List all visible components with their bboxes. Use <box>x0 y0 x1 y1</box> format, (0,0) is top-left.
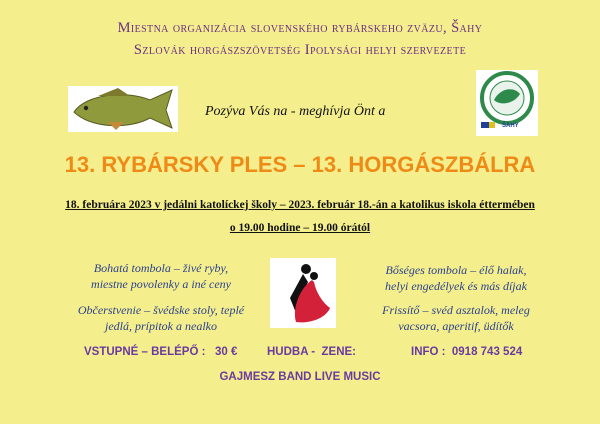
dancers-image <box>270 258 336 328</box>
left-info-line: Bohatá tombola – živé ryby, <box>93 261 229 275</box>
left-info-refreshments <box>41 302 281 334</box>
left-info-line: jedlá, prípitok a nealko <box>105 319 217 333</box>
right-info-line: vacsora, aperitif, üdítők <box>398 319 514 333</box>
event-title: 13. RYBÁRSKY PLES – 13. HORGÁSZBÁLRA <box>64 152 536 177</box>
entry-fee: VSTUPNÉ – BELÉPŐ : 30 € <box>84 346 238 358</box>
date-line: 18. februára 2023 v jedálni katolíckej školy – 2023. február 18.-án a katolikus iskola éttermében <box>65 199 535 211</box>
music-label: HUDBA - ZENE: <box>267 346 357 358</box>
header-line-1: Miestna organizácia slovenského rybárskeho zväzu, Šahy <box>117 20 483 36</box>
fish-image <box>68 86 178 132</box>
right-info-line: Bőséges tombola – élő halak, <box>385 263 527 277</box>
club-logo-place: ŠAHY <box>502 123 519 129</box>
left-info-line: Občerstvenie – švédske stoly, teplé <box>77 303 245 317</box>
band-name: GAJMESZ BAND LIVE MUSIC <box>219 371 381 383</box>
left-info-line: miestne povolenky a iné ceny <box>91 277 231 291</box>
right-info-refreshments <box>336 302 576 334</box>
club-logo <box>476 70 538 136</box>
right-info-line: Frissítő – svéd asztalok, meleg <box>382 303 530 317</box>
left-info-tombola <box>41 260 281 292</box>
right-info-line: helyi engedélyek és más díjak <box>385 279 527 293</box>
info-phone: INFO : 0918 743 524 <box>411 346 523 358</box>
invitation-text: Pozýva Vás na - meghívja Önt a <box>205 104 386 119</box>
right-info-tombola <box>336 262 576 294</box>
header-line-2: Szlovák horgászszövetség Ipolysági helyi szervezete <box>133 42 467 58</box>
time-line: o 19.00 hodine – 19.00 órától <box>229 222 371 234</box>
